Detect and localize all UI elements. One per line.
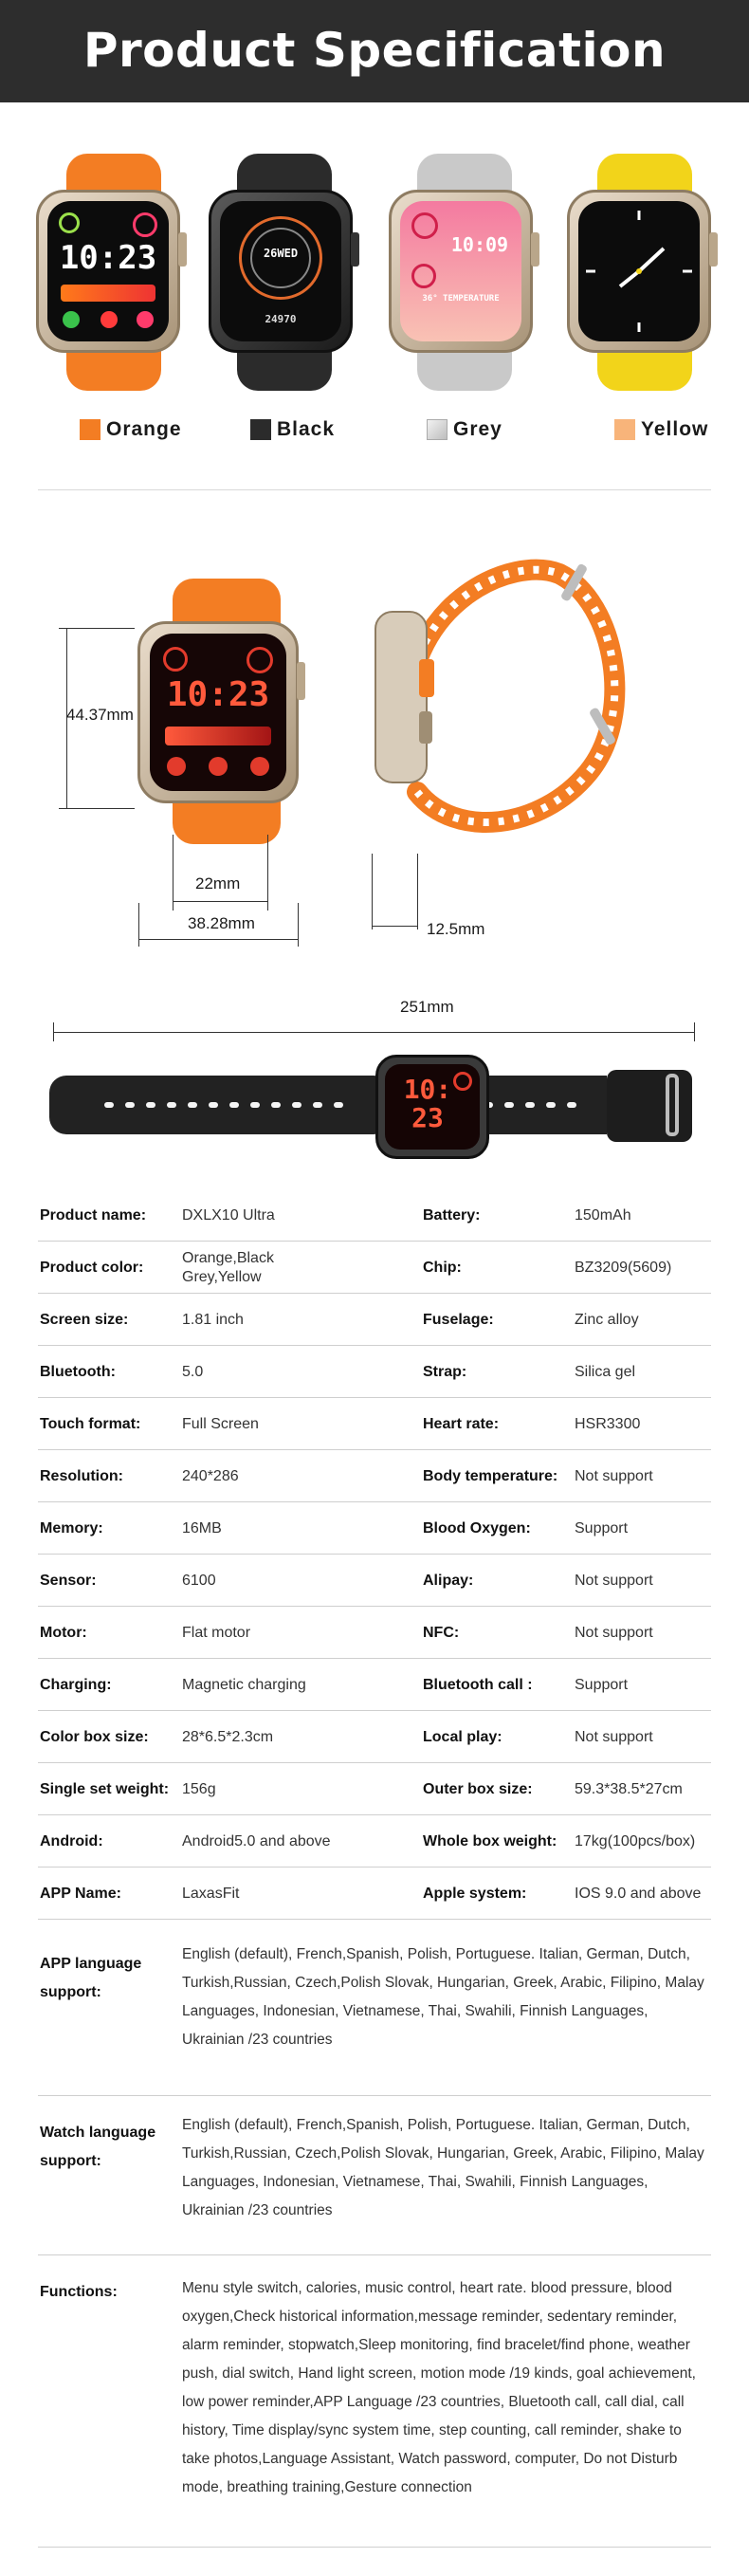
spec-row	[38, 1763, 711, 1815]
ring-icon	[453, 1072, 472, 1091]
dimension-tick	[53, 1022, 54, 1041]
music-icon	[137, 311, 154, 328]
spec-row	[38, 1189, 711, 1242]
crown	[709, 232, 718, 267]
spec-value: 156g	[182, 1780, 216, 1797]
dimension-guide	[138, 903, 139, 947]
page-title: Product Specification	[82, 23, 667, 78]
spec-value: Not support	[575, 1467, 653, 1484]
spec-value: 28*6.5*2.3cm	[182, 1728, 274, 1745]
spec-key: Color box size:	[40, 1728, 149, 1745]
activity-ring-icon	[133, 212, 157, 237]
spec-value: Not support	[575, 1624, 653, 1641]
swatch-label: Black	[277, 418, 336, 440]
complication-bar	[61, 285, 155, 302]
app-language-key: APP language support:	[40, 1956, 142, 2000]
spec-row	[38, 1711, 711, 1763]
spec-value: BZ3209(5609)	[575, 1259, 672, 1276]
spec-value: 17kg(100pcs/box)	[575, 1832, 696, 1849]
height-label: 44.37mm	[66, 706, 134, 724]
spec-row	[38, 1607, 711, 1659]
dimension-tick	[694, 1022, 695, 1041]
spec-row	[38, 1294, 711, 1346]
spec-key: Motor:	[40, 1624, 87, 1641]
spec-value: 1.81 inch	[182, 1311, 244, 1328]
spec-value: Zinc alloy	[575, 1311, 639, 1328]
step-count: 24970	[265, 313, 297, 325]
spec-value: Not support	[575, 1728, 653, 1745]
swatch-black	[250, 415, 335, 444]
app-language-block	[38, 1920, 711, 2096]
crown	[351, 232, 359, 267]
spec-value: Support	[575, 1676, 629, 1693]
spec-key: Resolution:	[40, 1467, 123, 1484]
case-width-line	[138, 939, 298, 940]
heart-icon	[209, 757, 228, 776]
app-language-value: English (default), French,Spanish, Polish, Portuguese. Italian, German, Dutch, Turkish,Russian, Czech,Polish Slovak, Hungarian, Greek, Arabic, Filipino, Malay Languages, Indonesian, Vietnamese, Thai, Swahili, Finnish Languages, Ukrainian /23 countries	[182, 1946, 704, 2048]
length-label: 251mm	[400, 998, 454, 1016]
spec-row	[38, 1502, 711, 1555]
spec-value: Magnetic charging	[182, 1676, 306, 1693]
dimension-guide	[372, 854, 373, 929]
ring-icon	[59, 212, 80, 233]
spec-value: LaxasFit	[182, 1885, 240, 1902]
spec-key: Outer box size:	[423, 1780, 533, 1797]
watch-time-hours: 10:	[403, 1074, 452, 1105]
case-width-label: 38.28mm	[188, 914, 255, 932]
watch-screen	[578, 201, 700, 341]
dimension-guide	[298, 903, 299, 947]
length-line	[53, 1032, 694, 1033]
spec-row	[38, 1242, 711, 1294]
functions-key: Functions:	[40, 2284, 118, 2300]
functions-value: Menu style switch, calories, music control, heart rate. blood pressure, blood oxygen,Check historical information,message reminder, sedentary reminder, alarm reminder, stopwatch,Sleep monitoring, find bracelet/find phone, weather push, dial switch, Hand light screen, motion mode /19 kinds, goal achievement, low power reminder,APP Language /23 countries, Bluetooth call, call dial, call history, Time display/sync system time, step counting, call reminder, shake to take photos,Language Assistant, Watch password, computer, Do not Disturb mode, breathing training,Gesture connection	[182, 2280, 696, 2495]
spec-key: Single set weight:	[40, 1780, 170, 1797]
spec-row	[38, 1555, 711, 1607]
phone-icon	[63, 311, 80, 328]
spec-value: DXLX10 Ultra	[182, 1206, 275, 1224]
spec-value: 5.0	[182, 1363, 204, 1380]
swatch-orange	[80, 415, 182, 444]
swatch-label: Yellow	[641, 418, 709, 440]
analog-dial	[578, 201, 700, 341]
spec-key: Charging:	[40, 1676, 112, 1693]
spec-value: 6100	[182, 1572, 216, 1589]
dimension-tick	[59, 628, 135, 629]
spec-value: IOS 9.0 and above	[575, 1885, 702, 1902]
functions-block	[38, 2255, 711, 2548]
music-icon	[250, 757, 269, 776]
watch-time: 10:23	[166, 675, 270, 714]
spec-key: Touch format:	[40, 1415, 141, 1432]
spec-row	[38, 1815, 711, 1868]
spec-key: APP Name:	[40, 1885, 121, 1902]
watch-language-key: Watch language support:	[40, 2125, 156, 2169]
spec-key: Fuselage:	[423, 1311, 494, 1328]
heart-icon	[100, 311, 118, 328]
screen-width-line	[173, 901, 267, 902]
crown	[297, 662, 305, 700]
spec-key: Chip:	[423, 1259, 462, 1276]
spec-key: Screen size:	[40, 1311, 129, 1328]
watch-screen	[150, 634, 286, 791]
watch-time: 10:09	[450, 233, 509, 256]
buckle	[666, 1074, 679, 1136]
spec-row	[38, 1868, 711, 1920]
spec-value: 59.3*38.5*27cm	[575, 1780, 683, 1797]
swatch-grey	[427, 415, 502, 444]
spec-key: Local play:	[423, 1728, 502, 1745]
spec-key: Sensor:	[40, 1572, 97, 1589]
complication-bar	[165, 727, 271, 745]
activity-ring-icon	[411, 264, 436, 288]
divider	[38, 489, 711, 490]
dimension-tick	[59, 808, 135, 809]
watch-language-block	[38, 2096, 711, 2255]
dimension-guide	[173, 835, 174, 911]
black-swatch	[250, 419, 271, 440]
spec-key: Bluetooth call :	[423, 1676, 533, 1693]
watch-language-value: English (default), French,Spanish, Polish, Portuguese. Italian, German, Dutch, Turkish,Russian, Czech,Polish Slovak, Hungarian, Greek, Arabic, Filipino, Malay Languages, Indonesian, Vietnamese, Thai, Swahili, Finnish Languages, Ukrainian /23 countries	[182, 2117, 704, 2218]
spec-key: Android:	[40, 1832, 103, 1849]
band-loop	[607, 1070, 692, 1142]
watch-screen	[47, 201, 169, 341]
watch-time-minutes: 23	[411, 1102, 444, 1133]
spec-value: Full Screen	[182, 1415, 259, 1432]
phone-icon	[167, 757, 186, 776]
temperature-label: 36° TEMPERATURE	[422, 294, 500, 304]
screen-width-label: 22mm	[195, 874, 241, 892]
grey-swatch	[427, 419, 448, 440]
thickness-label: 12.5mm	[427, 920, 485, 938]
orange-swatch	[80, 419, 100, 440]
spec-value: Flat motor	[182, 1624, 251, 1641]
watch-screen	[400, 201, 521, 341]
spec-row	[38, 1398, 711, 1450]
watch-time: 10:23	[59, 239, 157, 277]
spec-value: Silica gel	[575, 1363, 636, 1380]
spec-key: Bluetooth:	[40, 1363, 116, 1380]
watch-date: 26WED	[263, 247, 299, 260]
spec-value: Orange,Black Grey,Yellow	[182, 1249, 274, 1285]
spec-key: Blood Oxygen:	[423, 1519, 531, 1536]
spec-value: HSR3300	[575, 1415, 641, 1432]
spec-key: Apple system:	[423, 1885, 527, 1902]
swatch-label: Grey	[453, 418, 502, 440]
spec-row	[38, 1346, 711, 1398]
dimension-guide	[417, 854, 418, 929]
spec-key: Product color:	[40, 1259, 144, 1276]
watch-screen	[220, 201, 341, 341]
spec-value: Support	[575, 1519, 629, 1536]
spec-key: Heart rate:	[423, 1415, 500, 1432]
crown	[178, 232, 187, 267]
spec-key: Strap:	[423, 1363, 467, 1380]
yellow-swatch	[614, 419, 635, 440]
spec-key: Body temperature:	[423, 1467, 558, 1484]
spec-value: Android5.0 and above	[182, 1832, 331, 1849]
crown	[531, 232, 539, 267]
ring-icon	[411, 212, 438, 239]
spec-value: Not support	[575, 1572, 653, 1589]
spec-key: NFC:	[423, 1624, 460, 1641]
spec-value: 16MB	[182, 1519, 222, 1536]
swatch-label: Orange	[106, 418, 182, 440]
spec-key: Product name:	[40, 1206, 147, 1224]
spec-row	[38, 1659, 711, 1711]
watch-screen	[385, 1064, 480, 1150]
thickness-line	[372, 926, 417, 927]
band-holes	[484, 1098, 597, 1112]
spec-row	[38, 1450, 711, 1502]
spec-value: 150mAh	[575, 1206, 631, 1224]
header-banner	[0, 0, 749, 102]
band-holes	[104, 1098, 389, 1112]
ring-icon	[163, 647, 188, 672]
side-view-svg	[370, 545, 645, 868]
swatch-yellow	[614, 415, 708, 444]
spec-key: Alipay:	[423, 1572, 474, 1589]
activity-ring-icon	[247, 647, 273, 673]
spec-key: Battery:	[423, 1206, 481, 1224]
spec-key: Whole box weight:	[423, 1832, 557, 1849]
spec-value: 240*286	[182, 1467, 239, 1484]
spec-key: Memory:	[40, 1519, 103, 1536]
dimension-guide	[267, 835, 268, 911]
